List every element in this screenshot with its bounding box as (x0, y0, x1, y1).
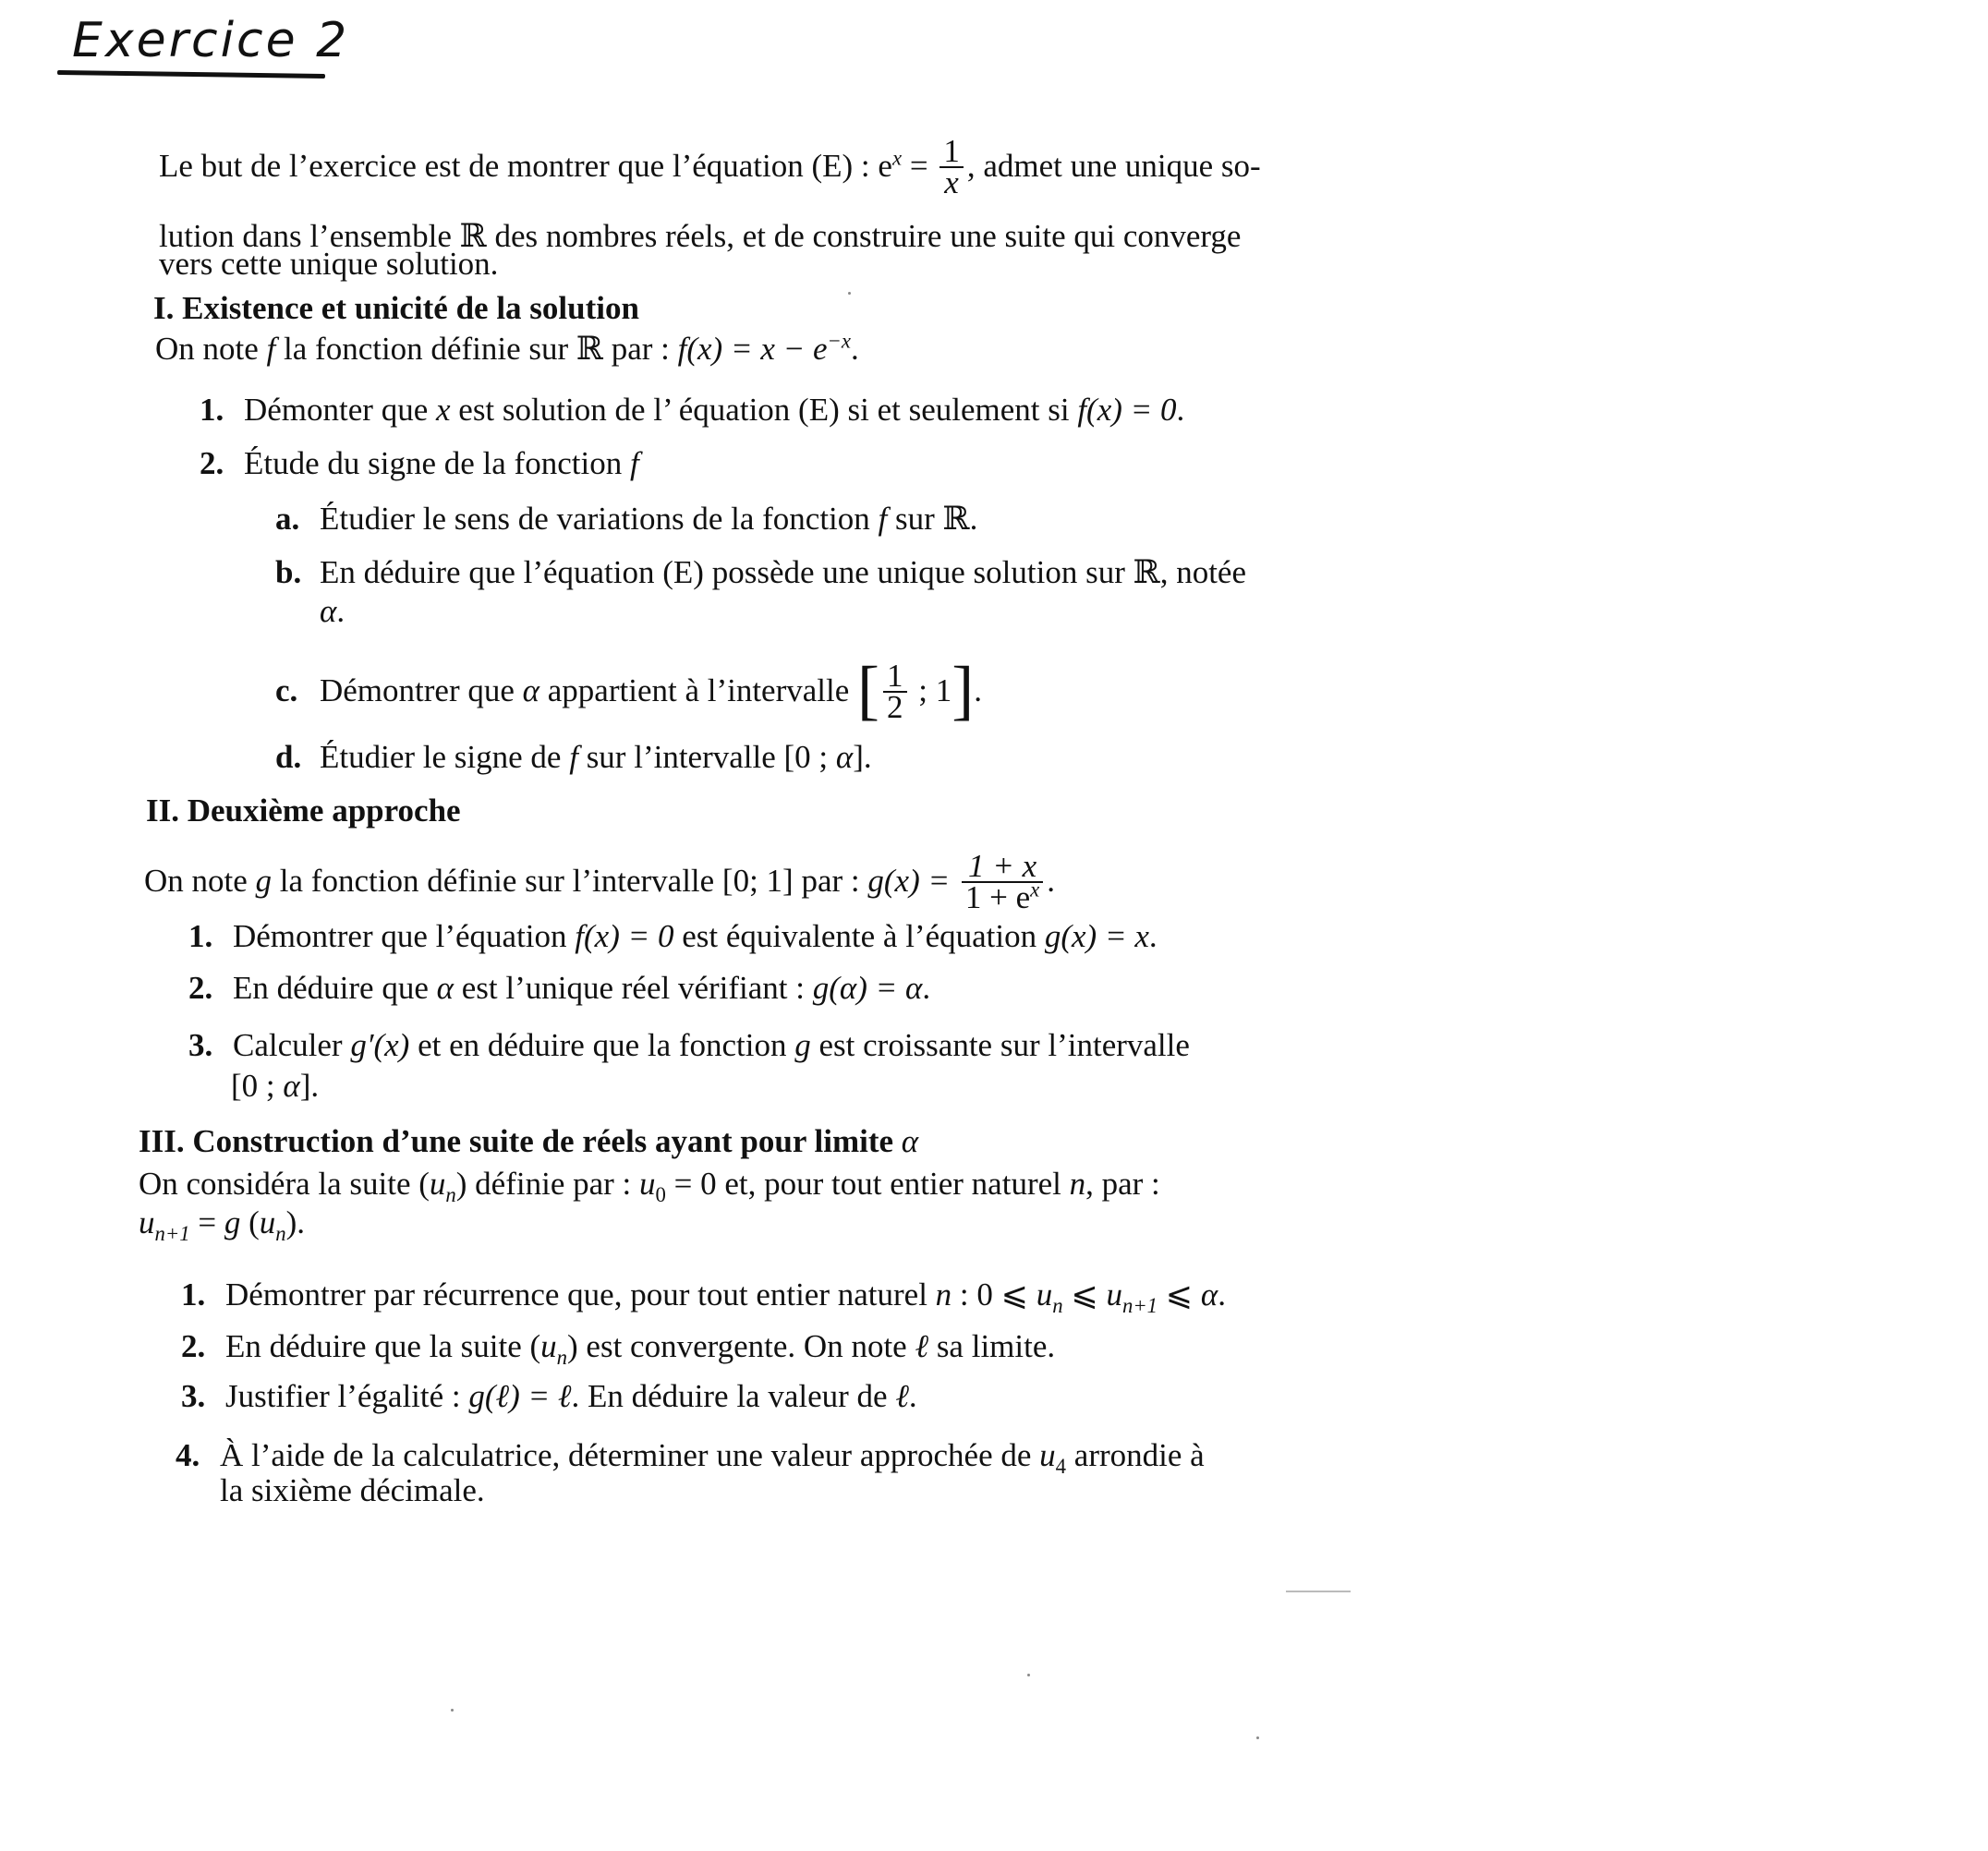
question-III-1 (181, 1276, 1226, 1317)
text: sur l’intervalle [0 ; (577, 739, 836, 775)
var-ell: ℓ (895, 1378, 909, 1414)
exercise-title: Exercice 2 (72, 13, 350, 68)
question-II-1 (188, 918, 1158, 955)
question-number: 2. (188, 970, 213, 1006)
fraction-denominator: x (944, 164, 959, 200)
subscript: n+1 (154, 1222, 190, 1245)
math: f(x) = 0 (1077, 392, 1177, 428)
fraction-numerator: 1 + x (962, 852, 1043, 883)
question-III-4 (176, 1437, 1205, 1478)
le: ⩽ (1158, 1276, 1201, 1313)
sub-letter: b. (275, 554, 302, 590)
fraction-one-half (883, 658, 907, 725)
period: . (974, 672, 982, 709)
var-u: u (259, 1204, 276, 1240)
period: . (1176, 392, 1185, 428)
math: f(x) = 0 (575, 918, 674, 954)
question-II-3 (188, 1027, 1190, 1064)
text: Étudier le signe de (320, 739, 570, 775)
var-alpha: α (835, 739, 854, 775)
text: ]. (853, 739, 872, 775)
question-II-2 (188, 970, 930, 1007)
intro-text: Le but de l’exercice est de montrer que l’équation (E) : e (159, 148, 892, 185)
math: g(α) = α (812, 970, 923, 1006)
text: On note (144, 863, 256, 900)
fraction-numerator: 1 (939, 137, 964, 168)
exponent: x (1030, 877, 1040, 901)
var-alpha: α (436, 970, 454, 1006)
var-g: g (224, 1204, 241, 1240)
text: ) est convergente. On note (567, 1328, 915, 1364)
question-number: 1. (200, 392, 224, 428)
question-I-2c (275, 653, 982, 727)
var-alpha: α (901, 1123, 919, 1159)
question-number: 3. (188, 1027, 213, 1063)
question-number: 1. (181, 1276, 206, 1313)
text: En déduire que (233, 970, 437, 1006)
equals: = (189, 1204, 224, 1240)
math: g(x) = x (1044, 918, 1149, 954)
text: appartient à l’intervalle (539, 672, 858, 709)
intro-text-end: , admet une unique so- (966, 148, 1261, 185)
definition-sequence-line-2 (139, 1204, 306, 1245)
text: Démonter que (244, 392, 436, 428)
question-I-1 (200, 392, 1184, 429)
text: , par : (1085, 1166, 1160, 1202)
scan-speck (1256, 1736, 1259, 1739)
text: Justifier l’égalité : (225, 1378, 469, 1414)
formula-g: g(x) = (867, 863, 958, 900)
question-number: 2. (200, 445, 224, 481)
var-n: n (935, 1276, 952, 1313)
subscript: n+1 (1121, 1294, 1158, 1317)
text: : 0 ⩽ (952, 1276, 1036, 1313)
text: ]. (299, 1068, 320, 1104)
scan-speck (848, 292, 851, 295)
var-u: u (1036, 1276, 1053, 1313)
text: = 0 et, pour tout entier naturel (665, 1166, 1070, 1202)
question-I-2b (275, 554, 1246, 591)
var-f: f (569, 739, 578, 775)
question-I-2b-cont (320, 593, 345, 630)
scan-speck (1027, 1674, 1030, 1676)
question-II-3-cont (231, 1068, 319, 1105)
text: sur ℝ. (887, 501, 978, 537)
scan-mark (1286, 1591, 1351, 1592)
var-alpha: α (283, 1068, 300, 1104)
bracket-close: ] (952, 653, 975, 727)
var-x: x (435, 392, 451, 428)
question-I-2d (275, 739, 872, 776)
text: On note (155, 331, 267, 367)
var-u: u (540, 1328, 557, 1364)
var-g: g (794, 1027, 811, 1063)
fraction-numerator: 1 (883, 661, 907, 693)
var-u: u (1106, 1276, 1122, 1313)
question-number: 2. (181, 1328, 206, 1364)
fraction-one-over-x (939, 133, 964, 200)
var-alpha: α (522, 672, 540, 709)
subscript: n (445, 1183, 456, 1206)
le: ⩽ (1062, 1276, 1107, 1313)
subscript: 0 (655, 1183, 666, 1206)
fraction-g (962, 848, 1043, 915)
period: . (1047, 863, 1055, 900)
var-ell: ℓ (915, 1328, 929, 1364)
text: la fonction définie sur ℝ par : (275, 331, 678, 367)
var-n: n (1069, 1166, 1086, 1202)
text: Démontrer par récurrence que, pour tout entier naturel (225, 1276, 936, 1313)
math: g′(x) (350, 1027, 410, 1063)
period: . (850, 331, 859, 367)
var-g: g (255, 863, 273, 900)
paren: ( (240, 1204, 260, 1240)
period: . (1148, 918, 1158, 954)
sub-letter: a. (275, 501, 300, 537)
exponent: x (891, 146, 903, 170)
var-u: u (429, 1166, 446, 1202)
math: g(ℓ) = ℓ (468, 1378, 572, 1414)
interval-sep: ; 1 (910, 672, 952, 709)
definition-sequence-line-1 (139, 1166, 1160, 1206)
formula-f: f(x) = x − e (677, 331, 828, 367)
period: . (908, 1378, 917, 1414)
text: Étudier le sens de variations de la fonction (320, 501, 879, 537)
sub-letter: d. (275, 739, 302, 775)
text: ). (285, 1204, 306, 1240)
text: est équivalente à l’équation (673, 918, 1045, 954)
text: À l’aide de la calculatrice, déterminer une valeur approchée de (220, 1437, 1040, 1473)
text: la fonction définie sur l’intervalle [0; 1] par : (272, 863, 868, 900)
text: et en déduire que la fonction (409, 1027, 795, 1063)
var-f: f (266, 331, 276, 367)
text: . En déduire la valeur de (571, 1378, 896, 1414)
var-f: f (878, 501, 888, 537)
text: [0 ; (231, 1068, 284, 1104)
subscript: 4 (1055, 1455, 1067, 1478)
exponent: −x (827, 329, 851, 353)
text: sa limite. (928, 1328, 1056, 1364)
section-heading-1: I. Existence et unicité de la solution (153, 290, 639, 326)
equals: = (902, 148, 937, 185)
period: . (1218, 1276, 1226, 1313)
intro-line-3: vers cette unique solution. (159, 246, 499, 282)
text: Démontrer que l’équation (233, 918, 576, 954)
subscript: n (275, 1222, 286, 1245)
section-heading-3 (139, 1123, 918, 1160)
text: En déduire que l’équation (E) possède une unique solution sur ℝ, notée (320, 554, 1247, 590)
heading-text: III. Construction d’une suite de réels ayant pour limite (139, 1123, 902, 1159)
text: Calculer (233, 1027, 351, 1063)
text: est l’unique réel vérifiant : (454, 970, 813, 1006)
var-f: f (629, 445, 639, 481)
bracket-open: [ (857, 653, 880, 727)
fraction-denominator (962, 877, 1043, 915)
text: Étude du signe de la fonction (244, 445, 630, 481)
question-I-2 (200, 445, 639, 482)
text: est solution de l’ équation (E) si et seulement si (450, 392, 1078, 428)
question-I-2a (275, 501, 977, 538)
text: est croissante sur l’intervalle (810, 1027, 1190, 1063)
text: arrondie à (1066, 1437, 1205, 1473)
text: Démontrer que (320, 672, 523, 709)
intro-line-1 (159, 133, 1261, 200)
text: On considéra la suite ( (139, 1166, 430, 1202)
fraction-denominator: 2 (887, 689, 903, 725)
question-III-4-cont: la sixième décimale. (220, 1472, 485, 1508)
sub-letter: c. (275, 672, 298, 709)
subscript: n (556, 1346, 568, 1369)
subscript: n (1052, 1294, 1063, 1317)
var-alpha: α (320, 593, 337, 629)
var-u: u (639, 1166, 656, 1202)
var-alpha: α (1200, 1276, 1218, 1313)
scan-speck (451, 1709, 454, 1712)
question-number: 1. (188, 918, 213, 954)
section-heading-2: II. Deuxième approche (146, 792, 461, 829)
question-III-2 (181, 1328, 1056, 1369)
question-III-3 (181, 1378, 917, 1415)
question-number: 3. (181, 1378, 206, 1414)
intro-line-2: lution dans l’ensemble ℝ des nombres réels, et de construire une suite qui converge (159, 218, 1242, 254)
text: ) définie par : (455, 1166, 640, 1202)
text: En déduire que la suite ( (225, 1328, 541, 1364)
title-underline (57, 70, 325, 79)
var-u: u (139, 1204, 155, 1240)
period: . (336, 593, 345, 629)
definition-g (144, 848, 1055, 915)
definition-f (155, 331, 859, 368)
period: . (922, 970, 931, 1006)
var-u: u (1039, 1437, 1056, 1473)
question-number: 4. (176, 1437, 200, 1473)
text: 1 + e (964, 879, 1031, 915)
